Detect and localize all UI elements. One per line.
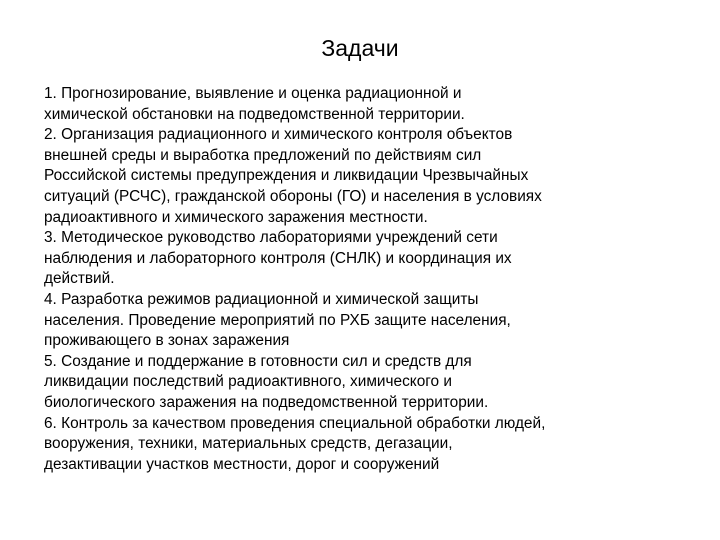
body-line: химической обстановки на подведомственной территории. bbox=[44, 105, 465, 123]
body-line: 2. Организация радиационного и химического контроля объектов bbox=[44, 126, 513, 144]
body-line: внешней среды и выработка предложений по действиям сил bbox=[44, 146, 482, 164]
body-line: проживающего в зонах заражения bbox=[44, 332, 290, 350]
body-line: дезактивации участков местности, дорог и сооружений bbox=[44, 455, 440, 473]
body-line: 1. Прогнозирование, выявление и оценка радиационной и bbox=[44, 85, 462, 102]
body-line: радиоактивного и химического заражения местности. bbox=[44, 208, 428, 226]
body-line: Российской системы предупреждения и ликвидации Чрезвычайных bbox=[44, 167, 529, 185]
slide-title: Задачи bbox=[321, 35, 399, 61]
body-line: биологического заражения на подведомственной территории. bbox=[44, 393, 489, 411]
slide-body bbox=[44, 84, 696, 475]
body-line: 4. Разработка режимов радиационной и химической защиты bbox=[44, 290, 479, 308]
body-line: ликвидации последствий радиоактивного, химического и bbox=[44, 373, 452, 391]
body-line: 5. Создание и поддержание в готовности сил и средств для bbox=[44, 352, 472, 370]
body-line: 3. Методическое руководство лабораториями учреждений сети bbox=[44, 229, 498, 247]
body-line: вооружения, техники, материальных средств, дегазации, bbox=[44, 435, 453, 453]
body-line: действий. bbox=[44, 270, 115, 288]
body-line: ситуаций (РСЧС), гражданской обороны (ГО) и населения в условиях bbox=[44, 187, 542, 205]
body-line: 6. Контроль за качеством проведения специальной обработки людей, bbox=[44, 414, 546, 432]
body-line: наблюдения и лабораторного контроля (СНЛК) и координация их bbox=[44, 249, 512, 267]
body-line: населения. Проведение мероприятий по РХБ защите населения, bbox=[44, 311, 511, 329]
